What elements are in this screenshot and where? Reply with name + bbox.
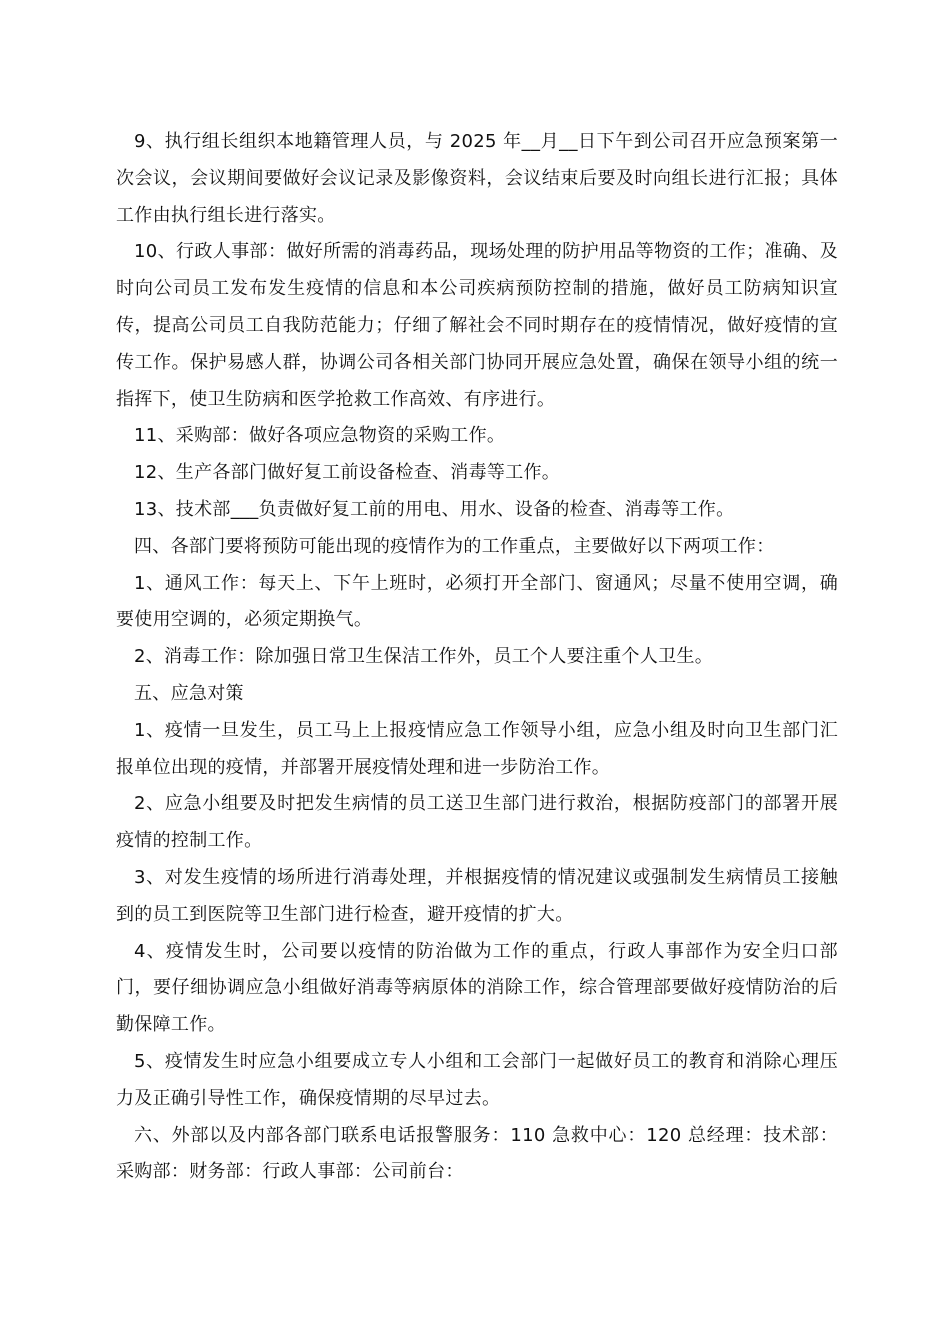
paragraph-measure-3: 3、对发生疫情的场所进行消毒处理，并根据疫情的情况建议或强制发生病情员工接触到的员工到医院等卫生部门进行检查，避开疫情的扩大。 xyxy=(116,866,838,925)
section-heading-four: 四、各部门要将预防可能出现的疫情作为的工作重点，主要做好以下两项工作： xyxy=(134,535,775,557)
paragraph-measure-1: 1、疫情一旦发生，员工马上上报疫情应急工作领导小组，应急小组及时向卫生部门汇报单位出现的疫情，并部署开展疫情处理和进一步防治工作。 xyxy=(116,719,838,778)
paragraph-measure-4: 4、疫情发生时，公司要以疫情的防治做为工作的重点，行政人事部作为安全归口部门，要仔细协调应急小组做好消毒等病原体的消除工作，综合管理部要做好疫情防治的后勤保障工作。 xyxy=(116,940,838,1036)
section-heading-six: 六、外部以及内部各部门联系电话报警服务：110 急救中心：120 总经理：技术部：采购部：财务部：行政人事部：公司前台： xyxy=(116,1124,838,1183)
paragraph-item-11: 11、采购部：做好各项应急物资的采购工作。 xyxy=(134,425,506,447)
document-body xyxy=(116,124,838,1191)
paragraph-item-13: 13、技术部___负责做好复工前的用电、用水、设备的检查、消毒等工作。 xyxy=(134,498,735,520)
paragraph-item-12: 12、生产各部门做好复工前设备检查、消毒等工作。 xyxy=(134,462,561,484)
paragraph-disinfection: 2、消毒工作：除加强日常卫生保洁工作外，员工个人要注重个人卫生。 xyxy=(134,646,714,668)
section-heading-five: 五、应急对策 xyxy=(134,682,244,704)
paragraph-item-10: 10、行政人事部：做好所需的消毒药品，现场处理的防护用品等物资的工作；准确、及时向公司员工发布发生疫情的信息和本公司疾病预防控制的措施，做好员工防病知识宣传，提高公司员工自我防范能力；仔细了解社会不同时期存在的疫情情况，做好疫情的宣传工作。保护易感人群，协调公司各相关部门协同开展应急处置，确保在领导小组的统一指挥下，使卫生防病和医学抢救工作高效、有序进行。 xyxy=(116,241,838,410)
paragraph-ventilation: 1、通风工作：每天上、下午上班时，必须打开全部门、窗通风；尽量不使用空调，确要使用空调的，必须定期换气。 xyxy=(116,572,838,631)
paragraph-measure-2: 2、应急小组要及时把发生病情的员工送卫生部门进行救治，根据防疫部门的部署开展疫情的控制工作。 xyxy=(116,793,838,852)
paragraph-measure-5: 5、疫情发生时应急小组要成立专人小组和工会部门一起做好员工的教育和消除心理压力及正确引导性工作，确保疫情期的尽早过去。 xyxy=(116,1050,838,1109)
paragraph-item-9: 9、执行组长组织本地籍管理人员，与 2025 年__月__日下午到公司召开应急预案第一次会议，会议期间要做好会议记录及影像资料，会议结束后要及时向组长进行汇报；具体工作由执行组长进行落实。 xyxy=(116,131,838,226)
